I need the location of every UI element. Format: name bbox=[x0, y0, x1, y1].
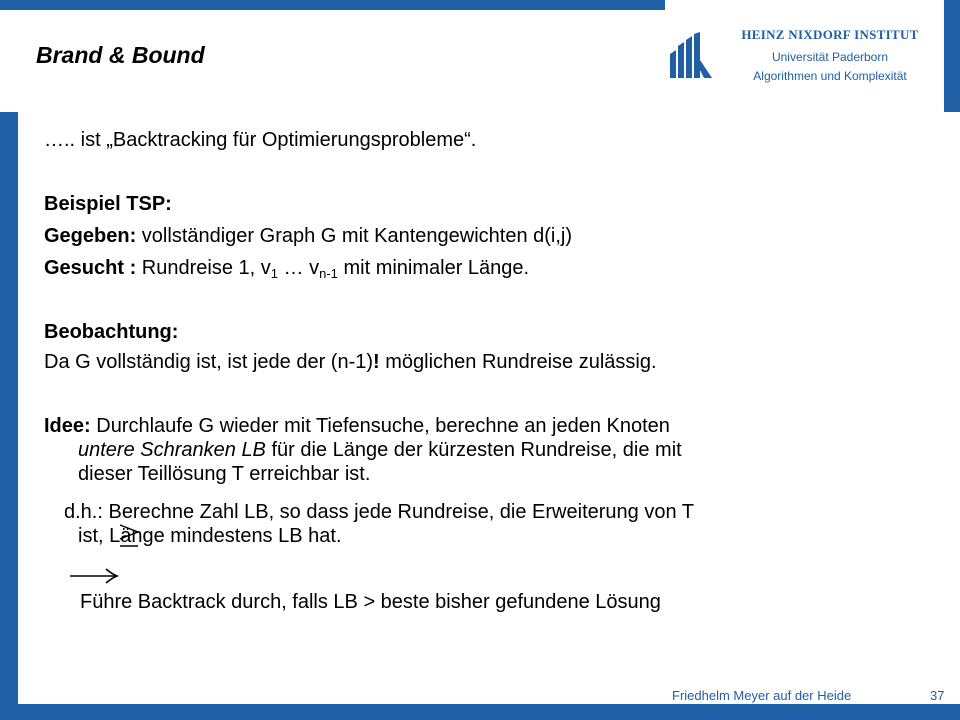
dh-line-2: ist, Länge mindestens LB hat. bbox=[78, 525, 342, 547]
slide-title: Brand & Bound bbox=[36, 42, 205, 68]
frame-right-bar bbox=[944, 0, 960, 112]
sought-subscript-2: n-1 bbox=[319, 266, 338, 281]
observation-text-b: möglichen Rundreise zulässig. bbox=[379, 351, 657, 373]
backtrack-line: Führe Backtrack durch, falls LB > beste bisher gefundene Lösung bbox=[80, 591, 661, 613]
observation-heading: Beobachtung: bbox=[44, 321, 179, 343]
observation-text-a: Da G vollständig ist, ist jede der (n-1) bbox=[44, 351, 374, 373]
sought-label: Gesucht : bbox=[44, 257, 137, 279]
sought-text-b: … v bbox=[278, 257, 320, 279]
given-text: vollständiger Graph G mit Kantengewichten d(i,j) bbox=[136, 225, 573, 247]
footer-author: Friedhelm Meyer auf der Heide bbox=[672, 688, 852, 703]
lower-bound-term: untere Schranken LB bbox=[78, 439, 266, 461]
frame-left-bar bbox=[0, 112, 18, 720]
frame-top-bar bbox=[0, 0, 665, 10]
idea-text-1: Durchlaufe G wieder mit Tiefensuche, berechne an jeden Knoten bbox=[90, 415, 670, 437]
university-name: Universität Paderborn bbox=[771, 50, 889, 64]
sought-line bbox=[44, 256, 529, 280]
frame-bottom-bar bbox=[0, 704, 960, 720]
observation-exclamation: ! bbox=[373, 351, 380, 373]
intro-line: ….. ist „Backtracking für Optimierungsprobleme“. bbox=[44, 129, 477, 151]
idea-line-1 bbox=[44, 414, 670, 438]
idea-text-2: für die Länge der kürzesten Rundreise, die mit bbox=[265, 439, 682, 461]
leq-symbol bbox=[116, 522, 144, 550]
page-number: 37 bbox=[930, 688, 945, 703]
given-line bbox=[44, 224, 572, 248]
given-label: Gegeben: bbox=[44, 225, 137, 247]
hni-logo-icon bbox=[668, 30, 714, 80]
example-heading: Beispiel TSP: bbox=[44, 193, 172, 215]
sought-text-c: mit minimaler Länge. bbox=[337, 257, 530, 279]
right-arrow-icon bbox=[68, 566, 120, 586]
idea-line-3: dieser Teillösung T erreichbar ist. bbox=[78, 463, 371, 485]
observation-line bbox=[44, 350, 657, 374]
sought-subscript-1: 1 bbox=[270, 266, 278, 281]
idea-line-2 bbox=[78, 438, 682, 462]
idea-label: Idee: bbox=[44, 415, 91, 437]
research-group: Algorithmen und Komplexität bbox=[753, 69, 907, 83]
sought-text-a: Rundreise 1, v bbox=[136, 257, 271, 279]
dh-line-1: d.h.: Berechne Zahl LB, so dass jede Rundreise, die Erweiterung von T bbox=[64, 501, 694, 523]
institute-name: HEINZ NIXDORF INSTITUT bbox=[741, 27, 919, 42]
